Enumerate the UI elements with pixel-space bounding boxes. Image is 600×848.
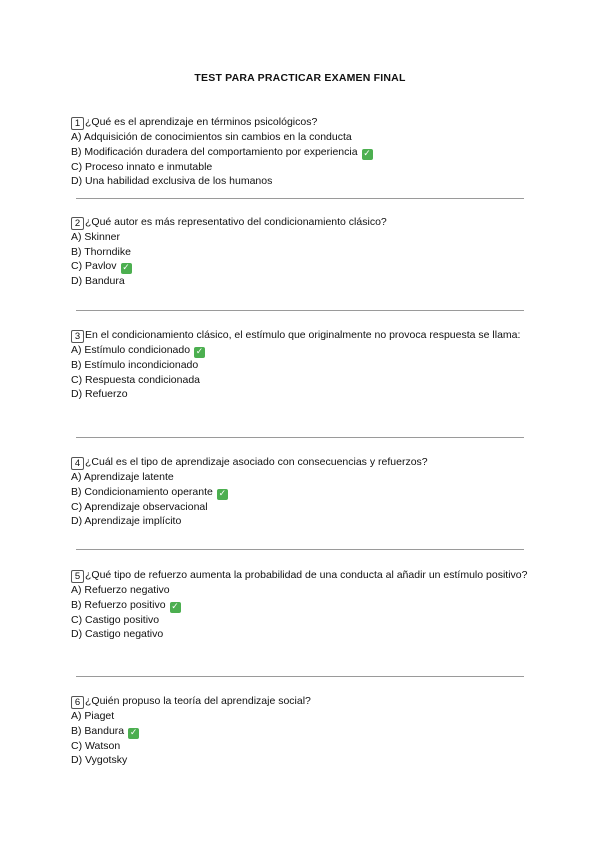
divider: [76, 310, 524, 311]
option-d: D) Una habilidad exclusiva de los humanos: [71, 175, 273, 188]
option-d: D) Bandura: [71, 275, 125, 288]
check-mark-icon: ✓: [195, 347, 204, 357]
option-c: C) Watson: [71, 739, 121, 752]
question-label: En el condicionamiento clásico, el estímulo que originalmente no provoca respuesta se llama:: [85, 329, 521, 341]
option-c: C) Aprendizaje observacional: [71, 500, 208, 513]
option-d: D) Aprendizaje implícito: [71, 515, 182, 528]
question-number-badge: 1: [71, 117, 84, 130]
check-mark-icon: ✓: [171, 601, 179, 612]
option-a: A) Adquisición de conocimientos sin cambios en la conducta: [71, 131, 352, 143]
question-label: ¿Qué autor es más representativo del condicionamiento clásico?: [85, 216, 387, 228]
question-3: [71, 328, 531, 402]
question-number-badge: 6: [71, 696, 84, 709]
question-4: [71, 455, 531, 529]
option-d: D) Castigo negativo: [71, 628, 164, 641]
question-number-badge: 5: [71, 570, 84, 583]
check-mark-icon: ✓: [122, 263, 130, 274]
question-number-badge: 3: [71, 330, 84, 343]
option-c: C) Proceso innato e inmutable: [71, 160, 213, 173]
question-text: [71, 455, 531, 470]
question-2: [71, 215, 531, 289]
check-mark-icon: ✓: [129, 727, 138, 738]
question-5: [71, 568, 531, 642]
question-text: [71, 115, 531, 130]
question-text: [71, 568, 531, 583]
question-number-badge: 2: [71, 217, 84, 230]
divider: [76, 198, 524, 199]
option-b: B) Refuerzo positivo ✓: [71, 598, 179, 612]
option-b: B) Bandura ✓: [71, 724, 138, 738]
question-text: [71, 215, 531, 230]
option-c: C) Respuesta condicionada: [71, 373, 200, 386]
option-d: D) Vygotsky: [71, 754, 128, 767]
option-b: B) Modificación duradera del comportamiento por experiencia ✓: [71, 145, 371, 159]
check-mark-icon: ✓: [363, 148, 371, 159]
option-a: A) Piaget: [71, 710, 115, 722]
page-title: TEST PARA PRACTICAR EXAMEN FINAL: [194, 72, 406, 84]
question-label: ¿Quién propuso la teoría del aprendizaje social?: [85, 695, 311, 707]
option-b: B) Estímulo incondicionado: [71, 359, 199, 371]
option-c: C) Castigo positivo: [71, 613, 160, 626]
divider: [76, 437, 524, 438]
question-label: ¿Qué tipo de refuerzo aumenta la probabilidad de una conducta al añadir un estímulo positivo?: [85, 569, 528, 581]
question-1: [71, 115, 531, 189]
divider: [76, 549, 524, 550]
option-a: A) Skinner: [71, 231, 121, 243]
question-label: ¿Cuál es el tipo de aprendizaje asociado con consecuencias y refuerzos?: [85, 456, 428, 468]
question-6: [71, 694, 531, 768]
option-a: A) Aprendizaje latente: [71, 471, 174, 483]
option-a: A) Refuerzo negativo: [71, 584, 170, 596]
question-number-badge: 4: [71, 457, 84, 470]
question-label: ¿Qué es el aprendizaje en términos psicológicos?: [85, 116, 318, 128]
option-a: A) Estímulo condicionado ✓: [71, 344, 204, 357]
check-mark-icon: ✓: [218, 488, 227, 499]
option-b: B) Condicionamiento operante ✓: [71, 485, 227, 499]
divider: [76, 676, 524, 677]
question-text: [71, 328, 531, 343]
question-text: [71, 694, 531, 709]
option-b: B) Thorndike: [71, 245, 131, 258]
option-c: C) Pavlov ✓: [71, 260, 130, 274]
option-d: D) Refuerzo: [71, 388, 128, 401]
